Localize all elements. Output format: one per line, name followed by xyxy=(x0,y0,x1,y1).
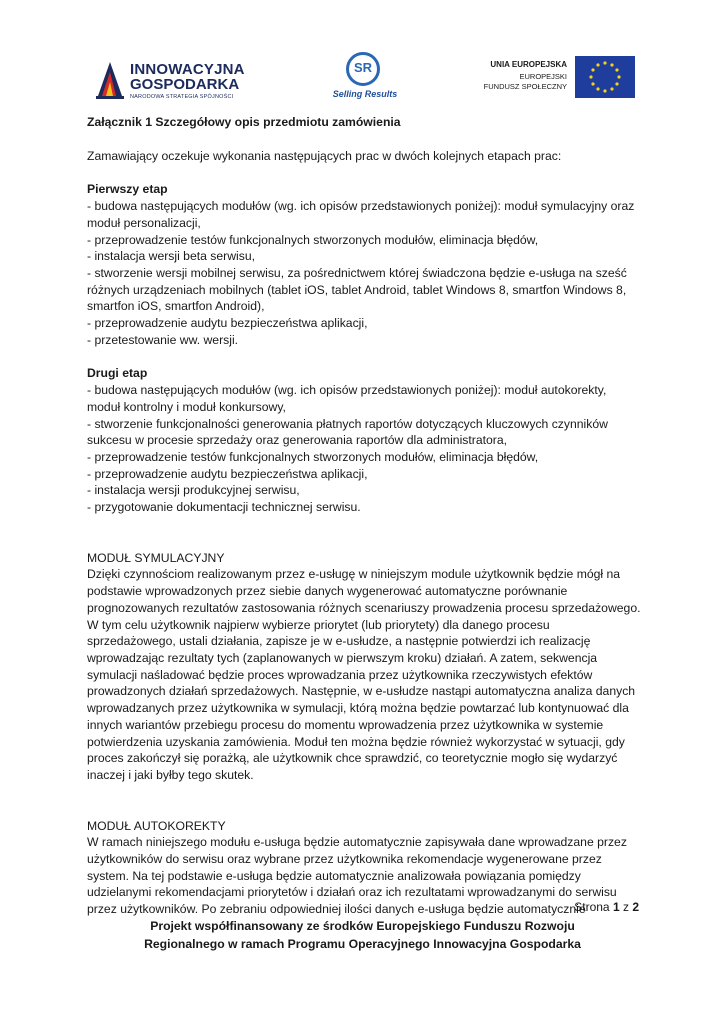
stage2-heading: Drugi etap xyxy=(87,366,148,381)
module-sim-line: proces zakończył się porażką, ale użytkownik chce sprawdzić, co teoretycznie mogło się wydarzyć xyxy=(87,751,618,766)
selling-results-logo xyxy=(325,52,405,104)
page-number-total: 2 xyxy=(632,900,639,914)
module-auto-line: udzielanymi rekomendacjami priorytetów i działań oraz ich rezultatami wprowadzanymi do serwisu xyxy=(87,885,617,900)
innowacyjna-gospodarka-logo xyxy=(96,56,246,104)
module-sim-line: podstawie wprowadzonych przez siebie danych wygenerować automatyczne porównanie xyxy=(87,584,568,599)
module-sim-line: sprzedażowego, ustali działania, zapisze je w e-usłudze, a następnie potwierdzi ich realizację xyxy=(87,634,591,649)
module-auto-line: W ramach niniejszego modułu e-usługa będzie automatycznie zapisywała dane wprowadzane przez xyxy=(87,835,627,850)
intro-text: Zamawiający oczekuje wykonania następujących prac w dwóch kolejnych etapach prac: xyxy=(87,148,562,163)
module-sim-line: wprowadzając rezultaty tych (zaplanowanych w pierwszym kroku) działań. A zatem, sekwencja xyxy=(87,650,598,665)
stage2-list xyxy=(87,382,647,516)
ig-line2: GOSPODARKA xyxy=(130,76,240,93)
module-sim-line: W tym celu użytkownik najpierw wybierze priorytet (lub priorytety) dla danego procesu xyxy=(87,617,550,632)
module-sim-line: prowadzonych działań sprzedażowych. Następnie, w e-usłudze nastąpi automatyczna analiza danych xyxy=(87,684,636,699)
footer-line1: Projekt współfinansowany ze środków Europejskiego Funduszu Rozwoju xyxy=(150,919,575,933)
page-number-current: 1 xyxy=(612,900,620,914)
stage2-line: - instalacja wersji produkcyjnej serwisu, xyxy=(87,483,300,498)
eu-line3: FUNDUSZ SPOŁECZNY xyxy=(483,82,567,91)
stage1-line: moduł personalizacji, xyxy=(87,215,201,230)
ig-line1: INNOWACYJNA xyxy=(130,61,245,78)
stage2-line: moduł kontrolny i moduł konkursowy, xyxy=(87,399,286,414)
stage1-line: - instalacja wersji beta serwisu, xyxy=(87,249,255,264)
stage2-line: - budowa następujących modułów (wg. ich opisów przedstawionych poniżej): moduł autokorekty, xyxy=(87,383,607,398)
page-number-sep: z xyxy=(622,900,629,914)
module-auto-line: system. Na tej podstawie e-usługa będzie automatycznie analizowała powiązania pomiędzy xyxy=(87,868,581,883)
stage1-line: smartfon iOS, smartfon Android), xyxy=(87,299,265,314)
page-number xyxy=(574,900,639,914)
module-sim-line: innych wariantów przebiegu procesu do momentu wprowadzenia przez użytkownika w systemie xyxy=(87,717,604,732)
module-auto-line: przez użytkowników. Po zebraniu odpowiedniej ilości danych e-usługa będzie automatycznie xyxy=(87,902,586,917)
stage2-line: - stworzenie funkcjonalności generowania płatnych raportów dotyczących kluczowych czynników xyxy=(87,416,608,431)
module-auto-text xyxy=(87,834,647,918)
module-auto-heading: MODUŁ AUTOKOREKTY xyxy=(87,818,226,833)
sr-badge-text: SR xyxy=(353,60,373,75)
stage1-line: - budowa następujących modułów (wg. ich opisów przedstawionych poniżej): moduł symulacyjny oraz xyxy=(87,199,635,214)
module-sim-line: symulacji naśladować będzie proces wprowadzania przez użytkownika rzeczywistych efektów xyxy=(87,667,593,682)
stage1-line: - stworzenie wersji mobilnej serwisu, za pośrednictwem której świadczona będzie e-usługa na sześć xyxy=(87,265,627,280)
module-auto-line: użytkowników do serwisu oraz wybrane przez użytkownika rekomendacje wygenerowane przez xyxy=(87,852,602,867)
module-sim-line: Dzięki czynnościom realizowanym przez e-usługę w niniejszym module użytkownik będzie mógł na xyxy=(87,567,621,582)
stage1-heading: Pierwszy etap xyxy=(87,182,168,197)
module-sim-line: inaczej i jaki byłby tego skutek. xyxy=(87,767,254,782)
ig-flag-icon xyxy=(96,56,126,100)
module-sim-heading: MODUŁ SYMULACYJNY xyxy=(87,550,225,565)
stage2-line: - przeprowadzenie audytu bezpieczeństwa aplikacji, xyxy=(87,466,368,481)
module-sim-line: wprowadzanych przez użytkownika w symulacji, którą można będzie powtarzać lub kontynuować dla xyxy=(87,701,629,716)
ig-line3: NARODOWA STRATEGIA SPÓJNOŚCI xyxy=(130,94,234,100)
stage2-line: - przygotowanie dokumentacji technicznej serwisu. xyxy=(87,500,361,515)
module-sim-text xyxy=(87,566,647,783)
stage1-line: - przetestowanie ww. wersji. xyxy=(87,332,239,347)
sr-name: Selling Results xyxy=(332,89,398,99)
stage1-line: - przeprowadzenie testów funkcjonalnych stworzonych modułów, eliminacja błędów, xyxy=(87,232,539,247)
sr-badge-icon xyxy=(346,52,380,86)
stage2-line: sukcesu w procesie sprzedaży oraz generowania raportów dla administratora, xyxy=(87,433,507,448)
eu-logo xyxy=(475,56,635,102)
stage1-list xyxy=(87,198,647,348)
footer xyxy=(0,917,725,953)
document-body xyxy=(87,114,647,918)
eu-flag-icon xyxy=(575,56,635,98)
module-sim-line: potwierdzenia uzyskania zamówienia. Moduł ten można będzie również wykorzystać w sytuacji, gdy xyxy=(87,734,625,749)
stage1-line: różnych urządzeniach mobilnych (tablet iOS, tablet Android, tablet Windows 8, smartfon Windows 8, xyxy=(87,282,627,297)
eu-line1: UNIA EUROPEJSKA xyxy=(490,60,567,69)
document-title: Załącznik 1 Szczegółowy opis przedmiotu zamówienia xyxy=(87,115,401,129)
footer-line2: Regionalnego w ramach Programu Operacyjnego Innowacyjna Gospodarka xyxy=(144,937,581,951)
stage1-line: - przeprowadzenie audytu bezpieczeństwa aplikacji, xyxy=(87,316,368,331)
header-logos xyxy=(0,52,725,107)
page-number-prefix: Strona xyxy=(574,900,610,914)
eu-line2: EUROPEJSKI xyxy=(519,72,567,81)
module-sim-line: prognozowanych rezultatów zastosowania różnych scenariuszy prowadzenia procesu sprzedażowego. xyxy=(87,600,641,615)
stage2-line: - przeprowadzenie testów funkcjonalnych stworzonych modułów, eliminacja błędów, xyxy=(87,449,539,464)
